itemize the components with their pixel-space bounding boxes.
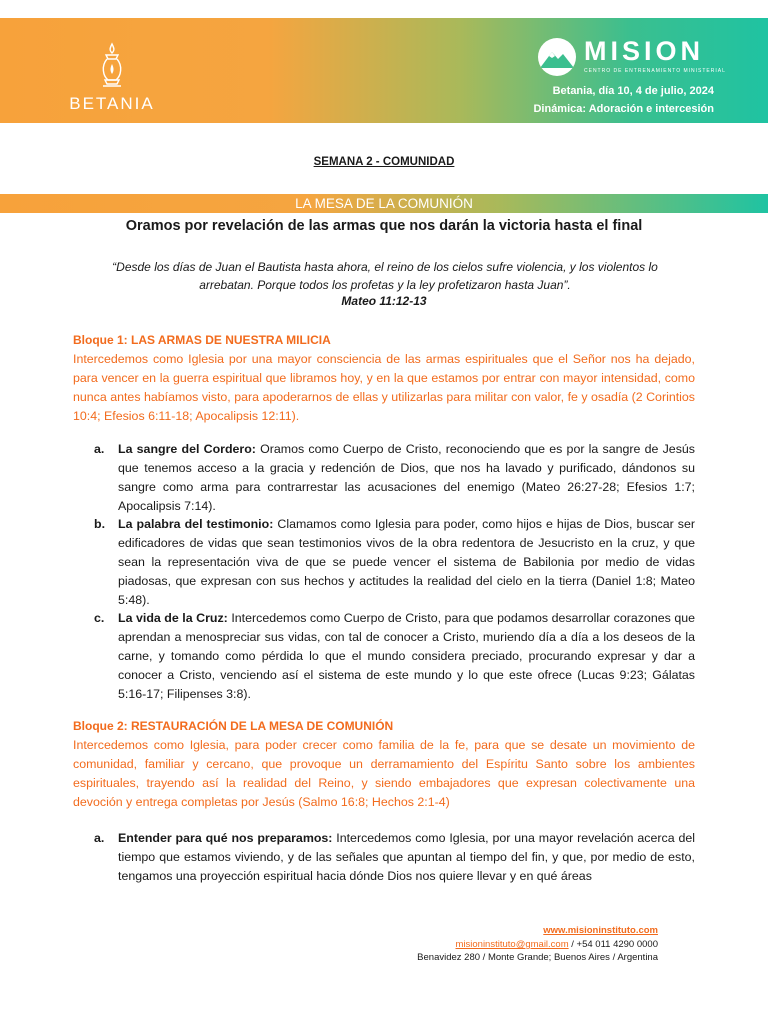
item-body: Intercedemos como Cuerpo de Cristo, para que podamos desarrollar corazones que aprendan a menospreciar sus vidas, con tal de conocer a Cristo, muriendo día a día a los deseos de la carne, y tomando como pérdida lo que el mundo considera preciado, procurando expresar y dar a conocer a Cristo, venciendo así el sistema de este mundo y lo que este ofrece (Lucas 9:23; Gálatas 5:16-17; Filipenses 3:8). — [118, 611, 695, 701]
phone-number: / +54 011 4290 0000 — [568, 939, 658, 950]
item-label: La vida de la Cruz: — [118, 611, 228, 625]
bible-quote: “Desde los días de Juan el Bautista hasta ahora, el reino de los cielos sufre violencia, y los violentos lo arrebatan. Porque todos los profetas y la ley profetizaron hasta Juan”. — [112, 260, 658, 292]
item-text — [118, 829, 695, 886]
item-letter: c. — [94, 611, 105, 625]
item-body: Intercedemos como Iglesia, por una mayor revelación acerca del tiempo que estamos viviendo, y de las señales que apuntan al tiempo del fin, y que, por medio de esto, tengamos una proyección espiritual hacia dónde Dios nos quiere llevar y en qué áreas — [118, 831, 695, 883]
item-text — [118, 515, 695, 610]
section-title: LA MESA DE LA COMUNIÓN — [295, 196, 473, 211]
contact-line — [456, 939, 659, 950]
quote-reference: Mateo 11:12-13 — [341, 294, 427, 308]
email-link[interactable]: misioninstituto@gmail.com — [455, 939, 569, 950]
mountain-icon — [538, 38, 576, 76]
block1-body: Intercedemos como Iglesia por una mayor consciencia de las armas espirituales que el Señor nos ha dejado, para vencer en la guerra espiritual que libramos hoy, y en la que estamos por entrar con mayor intensidad, como nunca antes habíamos visto, para apoderarnos de ellas y utilizarlas para militar con valor, fe y osadía (2 Corintios 10:4; Efesios 6:11-18; Apocalipsis 12:11). — [73, 352, 695, 423]
list-item — [94, 440, 695, 516]
header-dynamic: Dinámica: Adoración e intercesión — [533, 103, 714, 115]
item-body: Clamamos como Iglesia para poder, como hijos e hijas de Dios, buscar ser edificadores de vidas que sean testimonios vivos de la obra redentora de Jesucristo en la cruz, y que sean la representación viva de que se puede vencer el sistema de Babilonia por medio de vidas piadosas, que expresan con sus hechos y actitudes la realidad del cielo en la tierra (Daniel 1:8; Mateo 5:48). — [118, 517, 695, 607]
item-label: Entender para qué nos preparamos: — [118, 831, 333, 845]
betania-wordmark: BETANIA — [69, 94, 155, 113]
betania-logo — [62, 42, 162, 114]
block2-body: Intercedemos como Iglesia, para poder crecer como familia de la fe, para que se desate un movimiento de comunidad, familiar y cercano, que provoque un derramamiento del Espíritu Santo sobre los ambientes espirituales, trayendo así la realidad del Reino, y siendo embajadores que expresan colectivamente una devoción y entrega completas por Jesús (Salmo 16:8; Hechos 2:1-4) — [73, 738, 695, 809]
item-letter: b. — [94, 517, 106, 531]
address: Benavidez 280 / Monte Grande; Buenos Aires / Argentina — [417, 952, 658, 963]
list-item — [94, 515, 695, 610]
header-banner — [0, 18, 768, 123]
item-letter: a. — [94, 831, 105, 845]
item-label: La palabra del testimonio: — [118, 517, 274, 531]
lamp-icon — [99, 42, 125, 92]
header-date: Betania, día 10, 4 de julio, 2024 — [552, 85, 714, 97]
item-letter: a. — [94, 442, 105, 456]
mision-wordmark: MISION — [584, 36, 705, 66]
list-item — [94, 609, 695, 704]
item-text — [118, 440, 695, 516]
document-subtitle: Oramos por revelación de las armas que nos darán la victoria hasta el final — [125, 218, 643, 234]
mision-subtitle: CENTRO DE ENTRENAMIENTO MINISTERIAL — [584, 68, 726, 74]
list-item — [94, 829, 695, 886]
website-link[interactable]: www.misioninstituto.com — [543, 925, 658, 936]
item-text — [118, 609, 695, 704]
item-body: Oramos como Cuerpo de Cristo, reconociendo que es por la sangre de Jesús que tenemos acceso a la gracia y redención de Dios, que nos ha lavado y purificado, dándonos su sangre como arma para contrarrestar las acusaciones del enemigo (Mateo 26:27-28; Efesios 1:7; Apocalipsis 7:14). — [118, 442, 695, 513]
week-title: SEMANA 2 - COMUNIDAD — [313, 156, 455, 168]
item-label: La sangre del Cordero: — [118, 442, 256, 456]
block2-title: Bloque 2: RESTAURACIÓN DE LA MESA DE COMUNIÓN — [73, 719, 394, 733]
block1-title: Bloque 1: LAS ARMAS DE NUESTRA MILICIA — [73, 333, 331, 347]
